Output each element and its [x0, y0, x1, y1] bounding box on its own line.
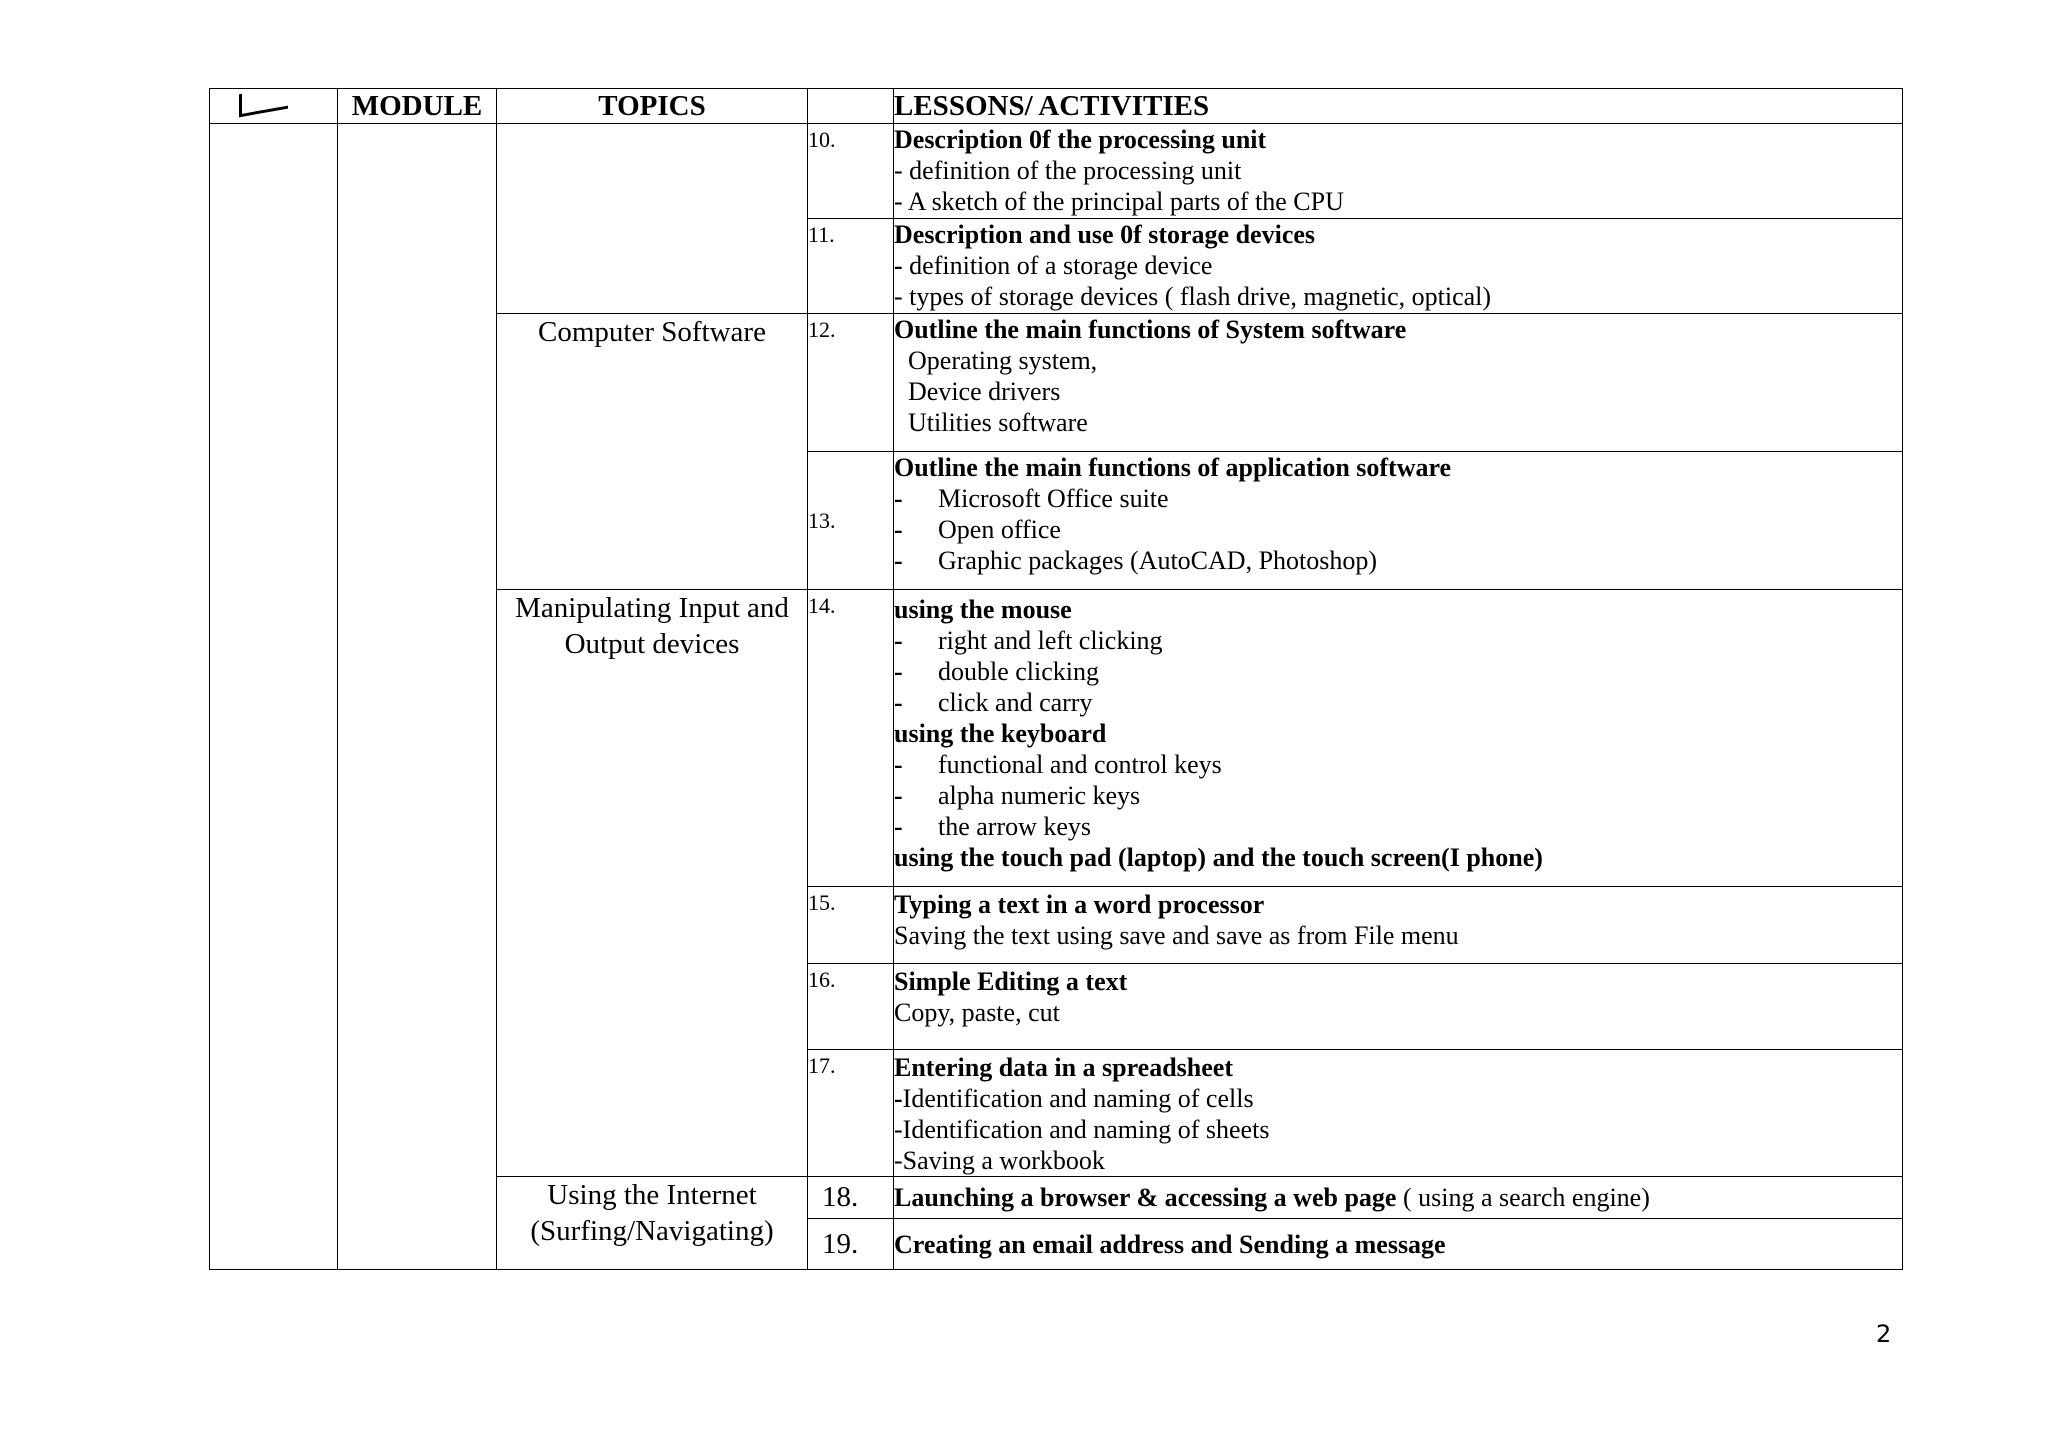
- lesson-line-text: Graphic packages (AutoCAD, Photoshop): [938, 546, 1378, 575]
- dash: -: [894, 812, 903, 841]
- lesson-title: Description and use 0f storage devices: [894, 220, 1316, 249]
- lesson-line-text: Microsoft Office suite: [938, 484, 1169, 513]
- lesson-line: - types of storage devices ( flash drive, magnetic, optical): [894, 282, 1492, 311]
- lesson-number: 11.: [808, 219, 894, 314]
- dash: -: [894, 484, 903, 513]
- topics-header: TOPICS: [497, 89, 808, 124]
- lesson-line: Operating system,: [908, 346, 1098, 375]
- lesson-title: Outline the main functions of application software: [894, 453, 1452, 482]
- dash: -: [894, 781, 903, 810]
- topic-cell-software: Computer Software: [497, 314, 808, 590]
- blank-header: [210, 89, 338, 124]
- lesson-line: Device drivers: [908, 377, 1061, 406]
- lesson-cell: [894, 314, 1903, 452]
- topic-line: Using the Internet: [547, 1179, 757, 1211]
- lesson-title: Outline the main functions of System software: [894, 315, 1407, 344]
- lesson-cell: [894, 887, 1903, 964]
- scheme-of-work-table: [209, 88, 1903, 1270]
- lesson-line: [894, 749, 1902, 780]
- lesson-line-text: Identification and naming of cells: [902, 1084, 1254, 1113]
- lesson-line: - A sketch of the principal parts of the CPU: [894, 187, 1344, 216]
- lesson-line-text: right and left clicking: [938, 626, 1163, 655]
- lesson-line: - definition of the processing unit: [894, 156, 1242, 185]
- lesson-cell: [894, 1219, 1903, 1270]
- lesson-number: 14.: [808, 590, 894, 887]
- lesson-number: 13.: [808, 452, 894, 590]
- lesson-cell: [894, 124, 1903, 219]
- dash: -: [894, 657, 903, 686]
- topic-line: Output devices: [564, 628, 740, 660]
- lesson-line-text: the arrow keys: [938, 812, 1092, 841]
- lesson-number: 12.: [808, 314, 894, 452]
- topic-cell-internet: [497, 1177, 808, 1270]
- page-number: 2: [1876, 1320, 1892, 1348]
- module-cell: [338, 124, 497, 1270]
- lesson-number: 17.: [808, 1050, 894, 1177]
- lesson-cell: [894, 1050, 1903, 1177]
- lesson-number: 18.: [808, 1177, 894, 1219]
- lessons-header: LESSONS/ ACTIVITIES: [894, 89, 1903, 124]
- table-row: [210, 124, 1903, 219]
- lesson-cell: [894, 964, 1903, 1050]
- lesson-line-text: click and carry: [938, 688, 1093, 717]
- lesson-line: [894, 687, 1902, 718]
- dash: -: [894, 251, 903, 280]
- lesson-line: Saving the text using save and save as from File menu: [894, 921, 1459, 950]
- lesson-line: [894, 1182, 1902, 1213]
- lesson-title: Entering data in a spreadsheet: [894, 1053, 1233, 1082]
- lesson-line: [894, 483, 1902, 514]
- lesson-cell: [894, 219, 1903, 314]
- lesson-line: [894, 656, 1902, 687]
- lesson-line: [894, 625, 1902, 656]
- lesson-number: 16.: [808, 964, 894, 1050]
- header-row: [210, 89, 1903, 124]
- dash: -: [894, 546, 903, 575]
- lesson-cell: [894, 1177, 1903, 1219]
- lesson-cell: [894, 590, 1903, 887]
- dash: -: [894, 750, 903, 779]
- lesson-line: [894, 545, 1902, 576]
- lesson-line: -Identification and naming of sheets: [894, 1115, 1270, 1144]
- blank-column-cell: [210, 124, 338, 1270]
- lesson-subtitle: using the keyboard: [894, 719, 1107, 748]
- topic-line: Manipulating Input and: [515, 592, 789, 624]
- lesson-line: [894, 1083, 1902, 1114]
- lesson-number: 15.: [808, 887, 894, 964]
- lesson-title: using the mouse: [894, 595, 1072, 624]
- lesson-line: [894, 514, 1902, 545]
- topic-line: (Surfing/Navigating): [530, 1215, 774, 1247]
- topic-cell-input-output: [497, 590, 808, 1177]
- lesson-line-text: functional and control keys: [938, 750, 1222, 779]
- lesson-line: Copy, paste, cut: [894, 998, 1060, 1027]
- dash: -: [894, 688, 903, 717]
- lesson-title: Typing a text in a word processor: [894, 890, 1265, 919]
- lesson-number: 19.: [808, 1219, 894, 1270]
- lesson-line-text: alpha numeric keys: [938, 781, 1141, 810]
- lesson-line: Utilities software: [908, 408, 1088, 437]
- dash: -: [894, 1084, 903, 1113]
- lesson-cell: [894, 452, 1903, 590]
- lesson-line-text: Open office: [938, 515, 1061, 544]
- lesson-number: 10.: [808, 124, 894, 219]
- lesson-line: [894, 250, 1902, 281]
- dash: -: [894, 626, 903, 655]
- dash: -: [894, 515, 903, 544]
- lesson-line: -Saving a workbook: [894, 1146, 1105, 1175]
- lesson-title: Launching a browser & accessing a web page: [894, 1183, 1397, 1212]
- lesson-line: [894, 780, 1902, 811]
- lesson-line: [894, 811, 1902, 842]
- lesson-line-text: double clicking: [938, 657, 1100, 686]
- lesson-title: Description 0f the processing unit: [894, 125, 1267, 154]
- topic-cell-processing: [497, 124, 808, 314]
- lesson-line-text: ( using a search engine): [1396, 1183, 1650, 1212]
- lesson-line-text: definition of a storage device: [909, 251, 1213, 280]
- lesson-title: Creating an email address and Sending a message: [894, 1229, 1446, 1259]
- number-header: [808, 89, 894, 124]
- lesson-title: Simple Editing a text: [894, 967, 1128, 996]
- module-header: MODULE: [338, 89, 497, 124]
- lesson-subtitle: using the touch pad (laptop) and the touch screen(I phone): [894, 843, 1543, 872]
